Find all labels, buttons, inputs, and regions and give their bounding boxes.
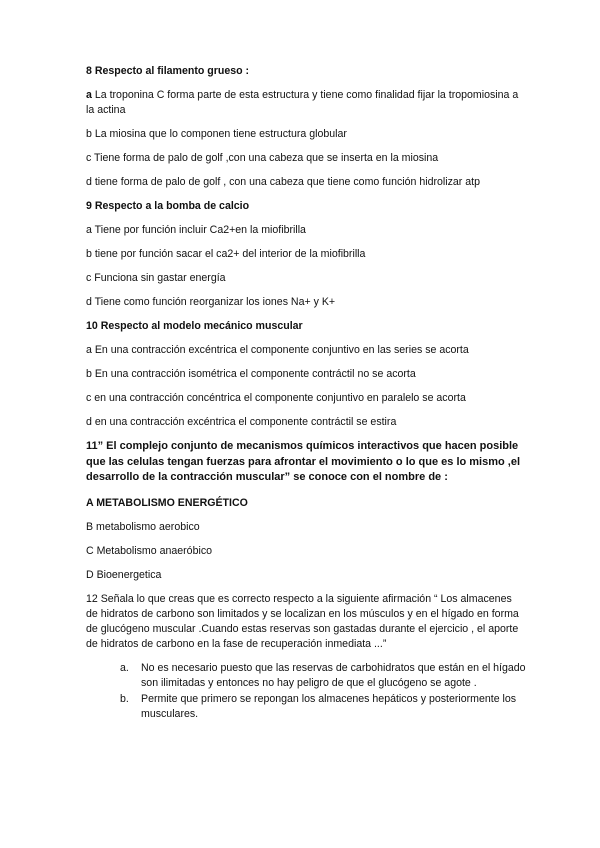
question-10-title: 10 Respecto al modelo mecánico muscular xyxy=(86,320,303,332)
question-10-option-b: b En una contracción isométrica el componente contráctil no se acorta xyxy=(86,368,416,380)
question-11-option-a: A METABOLISMO ENERGÉTICO xyxy=(86,496,248,509)
question-9-option-a: a Tiene por función incluir Ca2+en la miofibrilla xyxy=(86,224,306,236)
document-page xyxy=(86,64,526,723)
question-10-option-d: d en una contracción excéntrica el componente contráctil se estira xyxy=(86,416,397,428)
question-10-option-c: c en una contracción concéntrica el componente conjuntivo en paralelo se acorta xyxy=(86,392,466,404)
question-8-option-b: b La miosina que lo componen tiene estructura globular xyxy=(86,128,347,140)
question-12-option-a xyxy=(86,661,526,691)
question-8-option-d: d tiene forma de palo de golf , con una cabeza que tiene como función hidrolizar atp xyxy=(86,176,480,188)
list-marker: b. xyxy=(120,692,129,705)
question-11-option-d: D Bioenergetica xyxy=(86,568,162,581)
question-8-option-c: c Tiene forma de palo de golf ,con una cabeza que se inserta en la miosina xyxy=(86,152,439,164)
option-text: La troponina C forma parte de esta estructura y tiene como finalidad fijar la tropomiosina a la actina xyxy=(86,89,519,116)
question-12-options xyxy=(86,661,526,722)
question-12-title: 12 Señala lo que creas que es correcto respecto a la siguiente afirmación “ Los almacenes de hidratos de carbono son limitados y se localizan en los músculos y en el hígado en forma de glucógeno muscular .Cuando estas reservas son gastadas durante el ejercicio , el aporte de hidratos de carbono en la fase de recuperación inmediata ...” xyxy=(86,592,519,650)
question-11-option-c: C Metabolismo anaeróbico xyxy=(86,544,213,557)
option-letter: a xyxy=(86,89,92,101)
question-12-option-b xyxy=(86,692,526,722)
question-11-title: 11” El complejo conjunto de mecanismos químicos interactivos que hacen posible que las celulas tengan fuerzas para afrontar el movimiento o lo que es lo mismo ,el desarrollo de la contracción muscular” se conoce con el nombre de : xyxy=(86,440,521,483)
question-9-option-c: c Funciona sin gastar energía xyxy=(86,272,226,284)
list-marker: a. xyxy=(120,661,129,674)
question-9-option-d: d Tiene como función reorganizar los iones Na+ y K+ xyxy=(86,296,336,308)
question-8-option-a xyxy=(86,88,526,118)
question-8-title: 8 Respecto al filamento grueso : xyxy=(86,65,250,77)
question-10-option-a: a En una contracción excéntrica el componente conjuntivo en las series se acorta xyxy=(86,344,469,356)
question-9-title: 9 Respecto a la bomba de calcio xyxy=(86,200,250,212)
question-9-option-b: b tiene por función sacar el ca2+ del interior de la miofibrilla xyxy=(86,248,366,260)
question-11-option-b: B metabolismo aerobico xyxy=(86,520,200,533)
option-text: No es necesario puesto que las reservas de carbohidratos que están en el hígado son ilimitadas y entonces no hay peligro de que el glucógeno se agote . xyxy=(141,661,526,689)
option-text: Permite que primero se repongan los almacenes hepáticos y posteriormente los musculares. xyxy=(141,692,517,720)
